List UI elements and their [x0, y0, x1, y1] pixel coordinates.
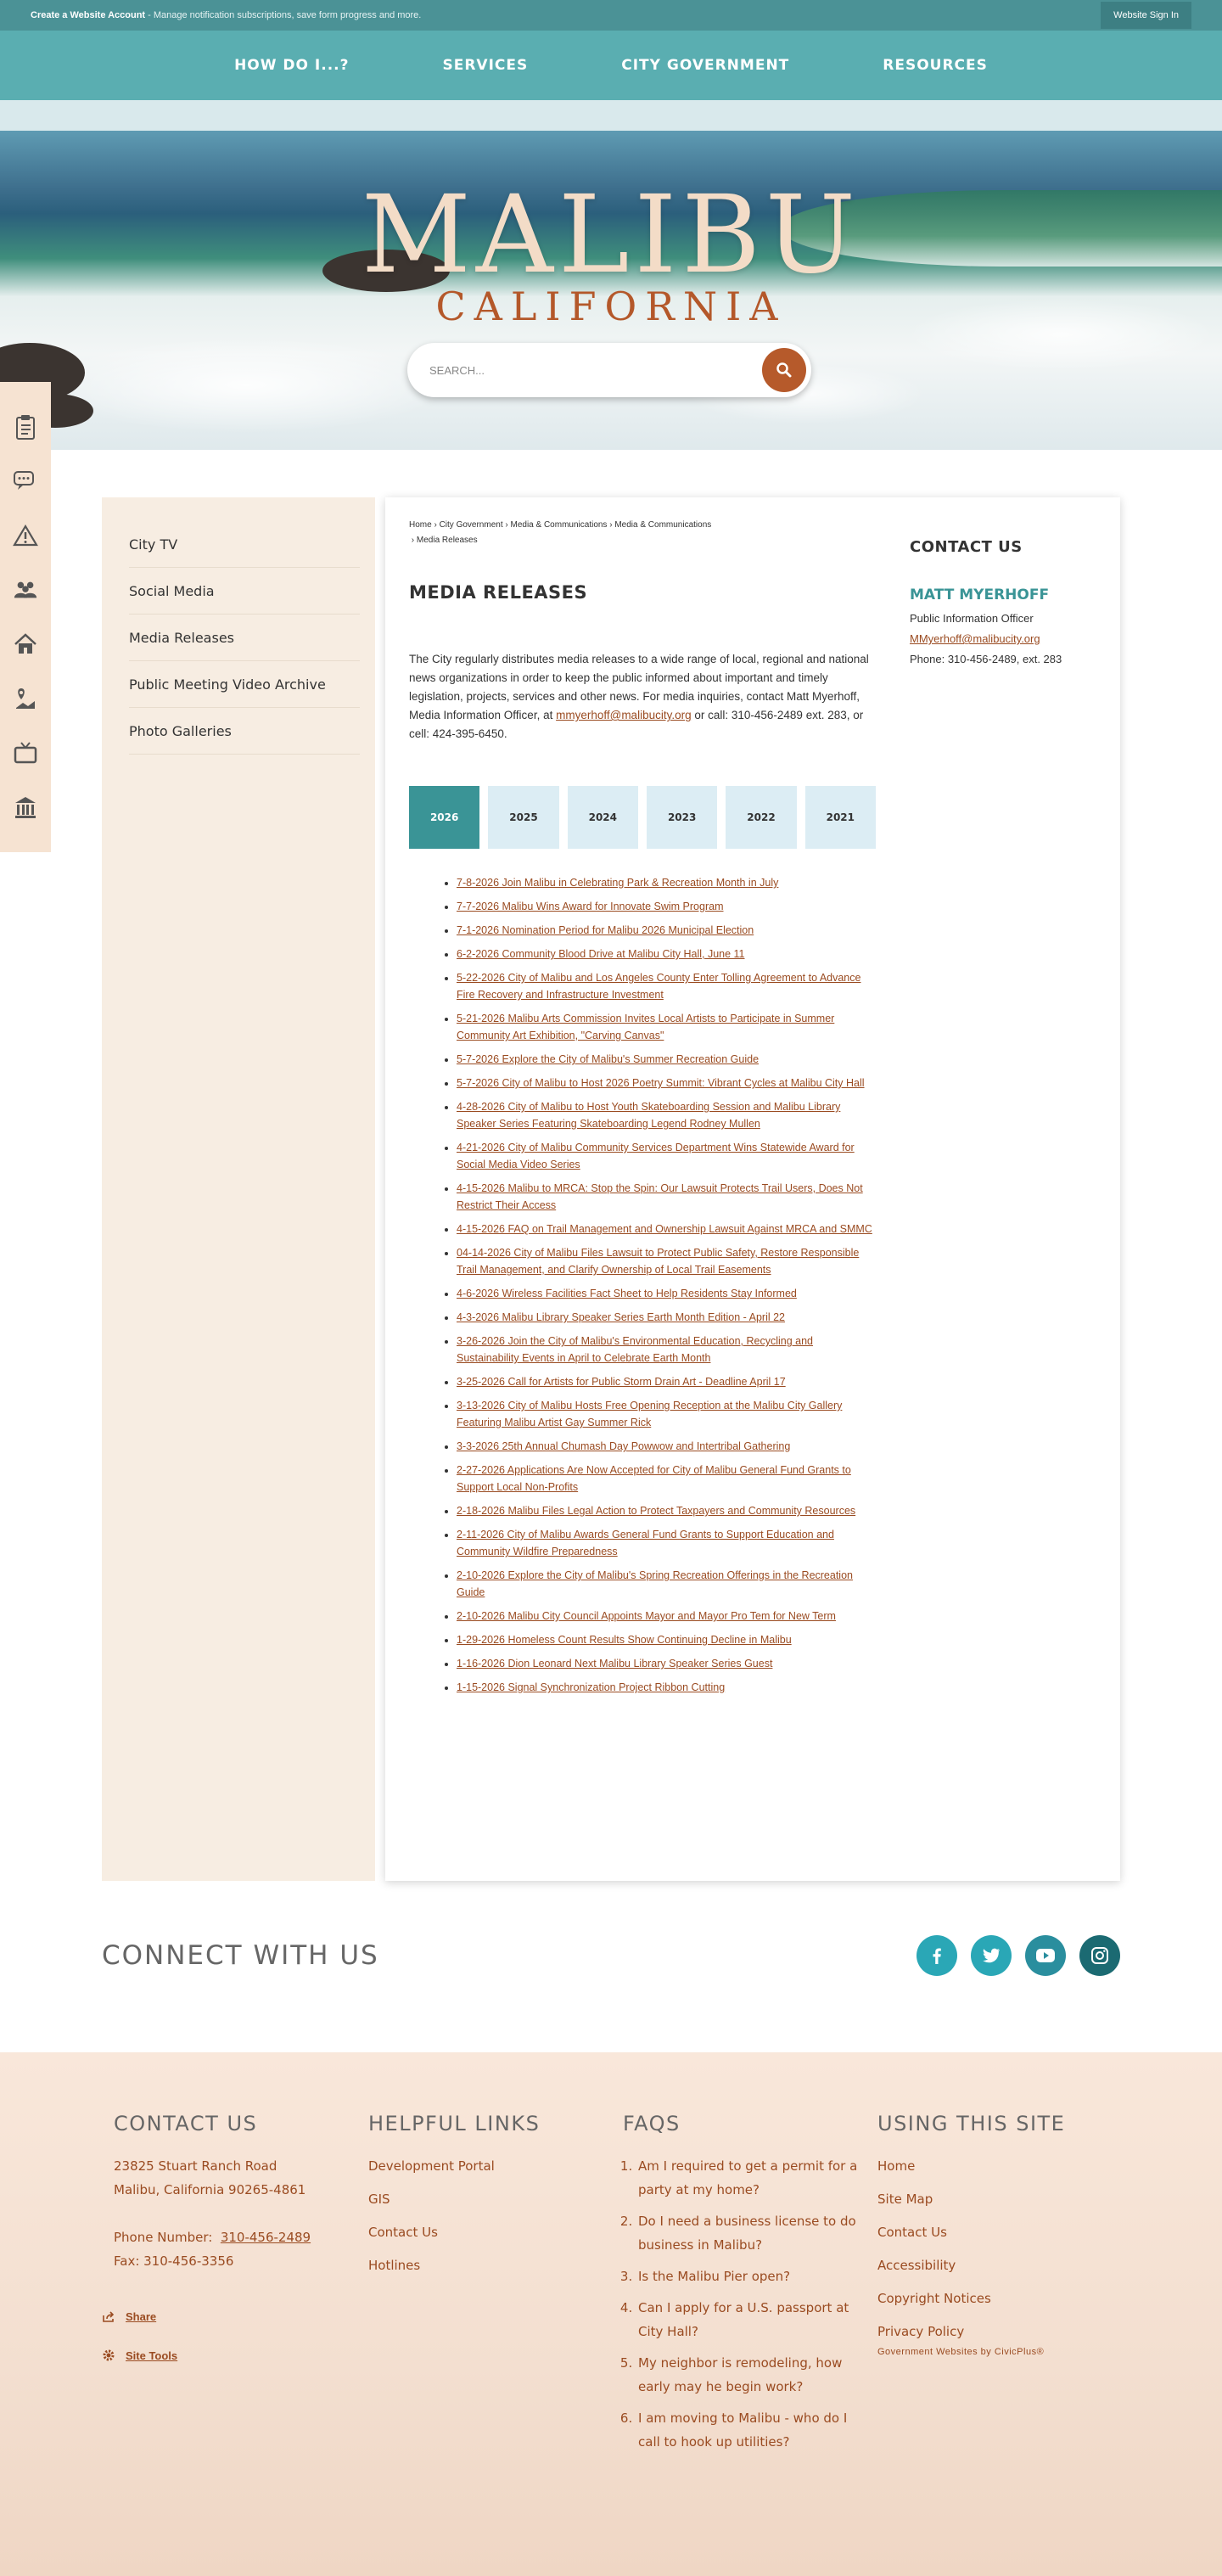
release-item	[457, 1438, 876, 1455]
search-button[interactable]	[762, 348, 806, 392]
connect-heading: CONNECT WITH US	[102, 1940, 379, 1971]
release-link[interactable]: 2-27-2026 Applications Are Now Accepted for City of Malibu General Fund Grants to Support Local Non-Profits	[457, 1464, 851, 1493]
footer-contact-heading: CONTACT US	[114, 2112, 258, 2135]
year-tabs	[409, 786, 876, 849]
footer-link-privacy[interactable]: Privacy Policy	[877, 2324, 965, 2339]
twitter-link[interactable]	[971, 1935, 1012, 1976]
release-link[interactable]: 4-15-2026 Malibu to MRCA: Stop the Spin: Our Lawsuit Protects Trail Users, Does Not Restrict Their Access	[457, 1182, 863, 1211]
faq-item[interactable]: 4. Can I apply for a U.S. passport at City Hall?	[636, 2296, 866, 2343]
instagram-link[interactable]	[1079, 1935, 1120, 1976]
page-title: MEDIA RELEASES	[409, 582, 588, 603]
release-item	[457, 1010, 876, 1044]
tab-2026[interactable]: 2026	[409, 786, 479, 849]
release-link[interactable]: 2-18-2026 Malibu Files Legal Action to Protect Taxpayers and Community Resources	[457, 1505, 856, 1517]
footer-columns	[102, 2112, 1120, 2461]
tab-2024[interactable]: 2024	[568, 786, 638, 849]
tab-2025[interactable]: 2025	[488, 786, 558, 849]
youtube-link[interactable]	[1025, 1935, 1066, 1976]
civicplus-credit[interactable]: Government Websites by CivicPlus®	[877, 2347, 1045, 2357]
breadcrumb-home[interactable]: Home	[409, 520, 432, 530]
release-item	[457, 1285, 876, 1302]
release-link[interactable]: 4-15-2026 FAQ on Trail Management and Ownership Lawsuit Against MRCA and SMMC	[457, 1223, 872, 1235]
site-logo-title[interactable]: MALIBU	[361, 172, 861, 297]
release-item	[457, 1608, 876, 1625]
sidebar-item-city-tv[interactable]: City TV	[129, 521, 360, 568]
main-nav	[0, 31, 1222, 100]
faq-item[interactable]: 1. Am I required to get a permit for a party at my home?	[636, 2154, 866, 2202]
release-link[interactable]: 1-16-2026 Dion Leonard Next Malibu Library Speaker Series Guest	[457, 1658, 773, 1670]
release-item	[457, 922, 876, 939]
release-item	[457, 1309, 876, 1326]
release-link[interactable]: 4-21-2026 City of Malibu Community Services Department Wins Statewide Award for Social Media Video Series	[457, 1142, 855, 1170]
release-list	[457, 874, 876, 1696]
tab-2023[interactable]: 2023	[647, 786, 717, 849]
contact-email-row	[910, 631, 1096, 648]
release-item	[457, 1526, 876, 1560]
search-icon	[776, 362, 793, 379]
footer-helpful-links	[356, 2112, 611, 2461]
release-item	[457, 969, 876, 1003]
site-footer	[0, 2052, 1222, 2576]
release-item	[457, 1333, 876, 1367]
release-item	[457, 1655, 876, 1672]
footer-link-hotlines[interactable]: Hotlines	[368, 2258, 421, 2273]
faq-item[interactable]: 6. I am moving to Malibu - who do I call to hook up utilities?	[636, 2406, 866, 2454]
footer-link-copyright[interactable]: Copyright Notices	[877, 2291, 991, 2306]
sign-in-button[interactable]: Website Sign In	[1101, 2, 1191, 29]
release-link[interactable]: 5-21-2026 Malibu Arts Commission Invites Local Artists to Participate in Summer Community Art Exhibition, "Carving Canvas"	[457, 1013, 835, 1041]
footer-address-line2: Malibu, California 90265-4861	[114, 2182, 306, 2197]
faq-list	[623, 2154, 866, 2454]
release-item	[457, 1244, 876, 1278]
release-item	[457, 1679, 876, 1696]
release-link[interactable]: 4-28-2026 City of Malibu to Host Youth Skateboarding Session and Malibu Library Speaker Series Featuring Skateboarding Legend Rodney Mullen	[457, 1101, 841, 1130]
release-link[interactable]: 1-29-2026 Homeless Count Results Show Continuing Decline in Malibu	[457, 1634, 792, 1646]
release-link[interactable]: 1-15-2026 Signal Synchronization Project Ribbon Cutting	[457, 1681, 726, 1693]
create-account-message	[31, 10, 421, 20]
release-link[interactable]: 3-25-2026 Call for Artists for Public Storm Drain Art - Deadline April 17	[457, 1376, 786, 1388]
sidebar-item-video-archive[interactable]: Public Meeting Video Archive	[129, 661, 360, 708]
footer-using-site	[866, 2112, 1120, 2461]
footer-address-line1: 23825 Stuart Ranch Road	[114, 2158, 277, 2174]
faq-item[interactable]: 3. Is the Malibu Pier open?	[636, 2265, 866, 2288]
release-link[interactable]: 7-8-2026 Join Malibu in Celebrating Park & Recreation Month in July	[457, 877, 779, 889]
release-item	[457, 1631, 876, 1648]
share-icon	[102, 2311, 115, 2323]
release-link[interactable]: 3-26-2026 Join the City of Malibu's Environmental Education, Recycling and Sustainability Events in April to Celebrate Earth Month	[457, 1335, 813, 1364]
footer-link-home[interactable]: Home	[877, 2158, 916, 2174]
nav-how-do-i[interactable]: HOW DO I...?	[234, 57, 350, 74]
faq-item[interactable]: 2. Do I need a business license to do business in Malibu?	[636, 2209, 866, 2257]
facebook-icon	[928, 1946, 946, 1965]
footer-link-contact-us[interactable]: Contact Us	[368, 2225, 438, 2240]
release-item	[457, 1051, 876, 1068]
sidebar-item-photo-galleries[interactable]: Photo Galleries	[129, 708, 360, 755]
search-input[interactable]	[429, 364, 762, 377]
main-content-card	[385, 497, 1120, 1881]
intro-email-link[interactable]: mmyerhoff@malibucity.org	[556, 709, 692, 721]
facebook-link[interactable]	[916, 1935, 957, 1976]
main-column	[409, 518, 876, 1838]
breadcrumb-city-government[interactable]: City Government	[439, 520, 503, 530]
contact-panel	[910, 518, 1096, 1838]
footer-link-gis[interactable]: GIS	[368, 2192, 390, 2207]
footer-using-heading: USING THIS SITE	[877, 2112, 1066, 2135]
create-account-desc: - Manage notification subscriptions, save form progress and more.	[145, 10, 422, 20]
twitter-icon	[981, 1946, 1001, 1965]
instagram-icon	[1090, 1945, 1110, 1966]
release-link[interactable]: 5-22-2026 City of Malibu and Los Angeles County Enter Tolling Agreement to Advance Fire Recovery and Infrastructure Investment	[457, 972, 861, 1001]
release-link[interactable]: 2-10-2026 Explore the City of Malibu's Spring Recreation Offerings in the Recreation Guide	[457, 1569, 853, 1598]
release-item	[457, 1180, 876, 1214]
footer-faqs	[611, 2112, 866, 2461]
breadcrumb: Home › City Government › Media & Communications › Media & Communications › Media Releases	[409, 520, 712, 545]
tab-2022[interactable]: 2022	[726, 786, 796, 849]
release-link[interactable]: 5-7-2026 City of Malibu to Host 2026 Poetry Summit: Vibrant Cycles at Malibu City Hall	[457, 1077, 865, 1089]
youtube-icon	[1035, 1948, 1056, 1963]
create-account-link[interactable]: Create a Website Account	[31, 10, 146, 20]
content-row	[102, 497, 1120, 1881]
nav-resources[interactable]: RESOURCES	[883, 57, 988, 74]
nav-city-government[interactable]: CITY GOVERNMENT	[621, 57, 790, 74]
site-tools-button[interactable]	[102, 2349, 356, 2362]
contact-heading: CONTACT US	[910, 538, 1023, 556]
release-link[interactable]: 5-7-2026 Explore the City of Malibu's Summer Recreation Guide	[457, 1053, 760, 1065]
nav-spacer	[0, 100, 1222, 131]
footer-link-accessibility[interactable]: Accessibility	[877, 2258, 956, 2273]
release-link[interactable]: 3-13-2026 City of Malibu Hosts Free Opening Reception at the Malibu City Gallery Featuring Malibu Artist Gay Summer Rick	[457, 1400, 843, 1428]
footer-link-contact[interactable]: Contact Us	[877, 2225, 947, 2240]
contact-phone: Phone: 310-456-2489, ext. 283	[910, 653, 1062, 665]
intro-text: The City regularly distributes media releases to a wide range of local, regional and national news organizations in order to keep the public informed about important and timely legislation, projects, services and other news. For media inquiries, contact Matt Myerhoff, Media Information Officer, at	[409, 653, 869, 721]
release-item	[457, 1397, 876, 1431]
release-link[interactable]: 4-6-2026 Wireless Facilities Fact Sheet to Help Residents Stay Informed	[457, 1288, 797, 1299]
hero-banner	[0, 131, 1222, 450]
release-link[interactable]: 6-2-2026 Community Blood Drive at Malibu City Hall, June 11	[457, 948, 745, 960]
share-label: Share	[126, 2310, 157, 2323]
release-item	[457, 1139, 876, 1173]
release-item	[457, 1075, 876, 1092]
social-links	[916, 1935, 1120, 1976]
release-item	[457, 874, 876, 891]
footer-helpful-heading: HELPFUL LINKS	[368, 2112, 541, 2135]
footer-phone-link[interactable]: 310-456-2489	[220, 2230, 311, 2245]
breadcrumb-media-communications[interactable]: Media & Communications	[510, 520, 608, 530]
release-link[interactable]: 7-1-2026 Nomination Period for Malibu 2026 Municipal Election	[457, 924, 754, 936]
site-logo-subtitle: CALIFORNIA	[435, 283, 787, 329]
site-tools-label: Site Tools	[126, 2349, 178, 2362]
footer-link-development-portal[interactable]: Development Portal	[368, 2158, 495, 2174]
release-item	[457, 1502, 876, 1519]
sidebar-item-social-media[interactable]: Social Media	[129, 568, 360, 615]
release-item	[457, 1221, 876, 1237]
release-link[interactable]: 4-3-2026 Malibu Library Speaker Series Earth Month Edition - April 22	[457, 1311, 786, 1323]
release-item	[457, 898, 876, 915]
release-link[interactable]: 3-3-2026 25th Annual Chumash Day Powwow and Intertribal Gathering	[457, 1440, 791, 1452]
contact-name: MATT MYERHOFF	[910, 586, 1050, 603]
intro-paragraph	[409, 650, 876, 744]
release-link[interactable]: 7-7-2026 Malibu Wins Award for Innovate Swim Program	[457, 901, 724, 912]
gear-icon	[102, 2349, 115, 2362]
clipboard-icon	[14, 413, 37, 441]
footer-faqs-heading: FAQS	[623, 2112, 681, 2135]
tab-2021[interactable]: 2021	[805, 786, 876, 849]
secondary-nav	[102, 497, 375, 1881]
footer-phone-label: Phone Number:	[114, 2230, 213, 2245]
release-item	[457, 1462, 876, 1496]
intro-tail: or call: 310-456-2489 ext. 283, or cell: 424-395-6450.	[409, 709, 864, 740]
release-link[interactable]: 2-10-2026 Malibu City Council Appoints Mayor and Mayor Pro Tem for New Term	[457, 1610, 836, 1622]
rail-link-forms[interactable]	[13, 412, 38, 441]
faq-item[interactable]: 5. My neighbor is remodeling, how early may he begin work?	[636, 2351, 866, 2399]
contact-role: Public Information Officer	[910, 612, 1034, 625]
release-item	[457, 1567, 876, 1601]
footer-contact	[102, 2112, 356, 2461]
site-search	[407, 343, 811, 397]
nav-services[interactable]: SERVICES	[442, 57, 529, 74]
breadcrumb-media-communications-sub[interactable]: Media & Communications	[614, 520, 712, 530]
connect-section	[102, 1922, 1120, 1990]
breadcrumb-current: Media Releases	[416, 536, 478, 545]
main-area	[0, 450, 1222, 2576]
share-button[interactable]	[102, 2310, 356, 2323]
release-link[interactable]: 2-11-2026 City of Malibu Awards General Fund Grants to Support Education and Community Wildfire Preparedness	[457, 1529, 834, 1557]
release-item	[457, 946, 876, 962]
footer-phone-row	[114, 2225, 356, 2249]
sidebar-item-media-releases[interactable]: Media Releases	[129, 615, 360, 661]
footer-link-site-map[interactable]: Site Map	[877, 2192, 933, 2207]
footer-fax: Fax: 310-456-3356	[114, 2253, 234, 2269]
top-notification-bar	[0, 0, 1222, 31]
contact-email-link[interactable]: MMyerhoff@malibucity.org	[910, 632, 1040, 645]
release-link[interactable]: 04-14-2026 City of Malibu Files Lawsuit to Protect Public Safety, Restore Responsible Trail Management, and Clarify Ownership of Local Trail Easements	[457, 1247, 860, 1276]
release-item	[457, 1373, 876, 1390]
release-item	[457, 1098, 876, 1132]
